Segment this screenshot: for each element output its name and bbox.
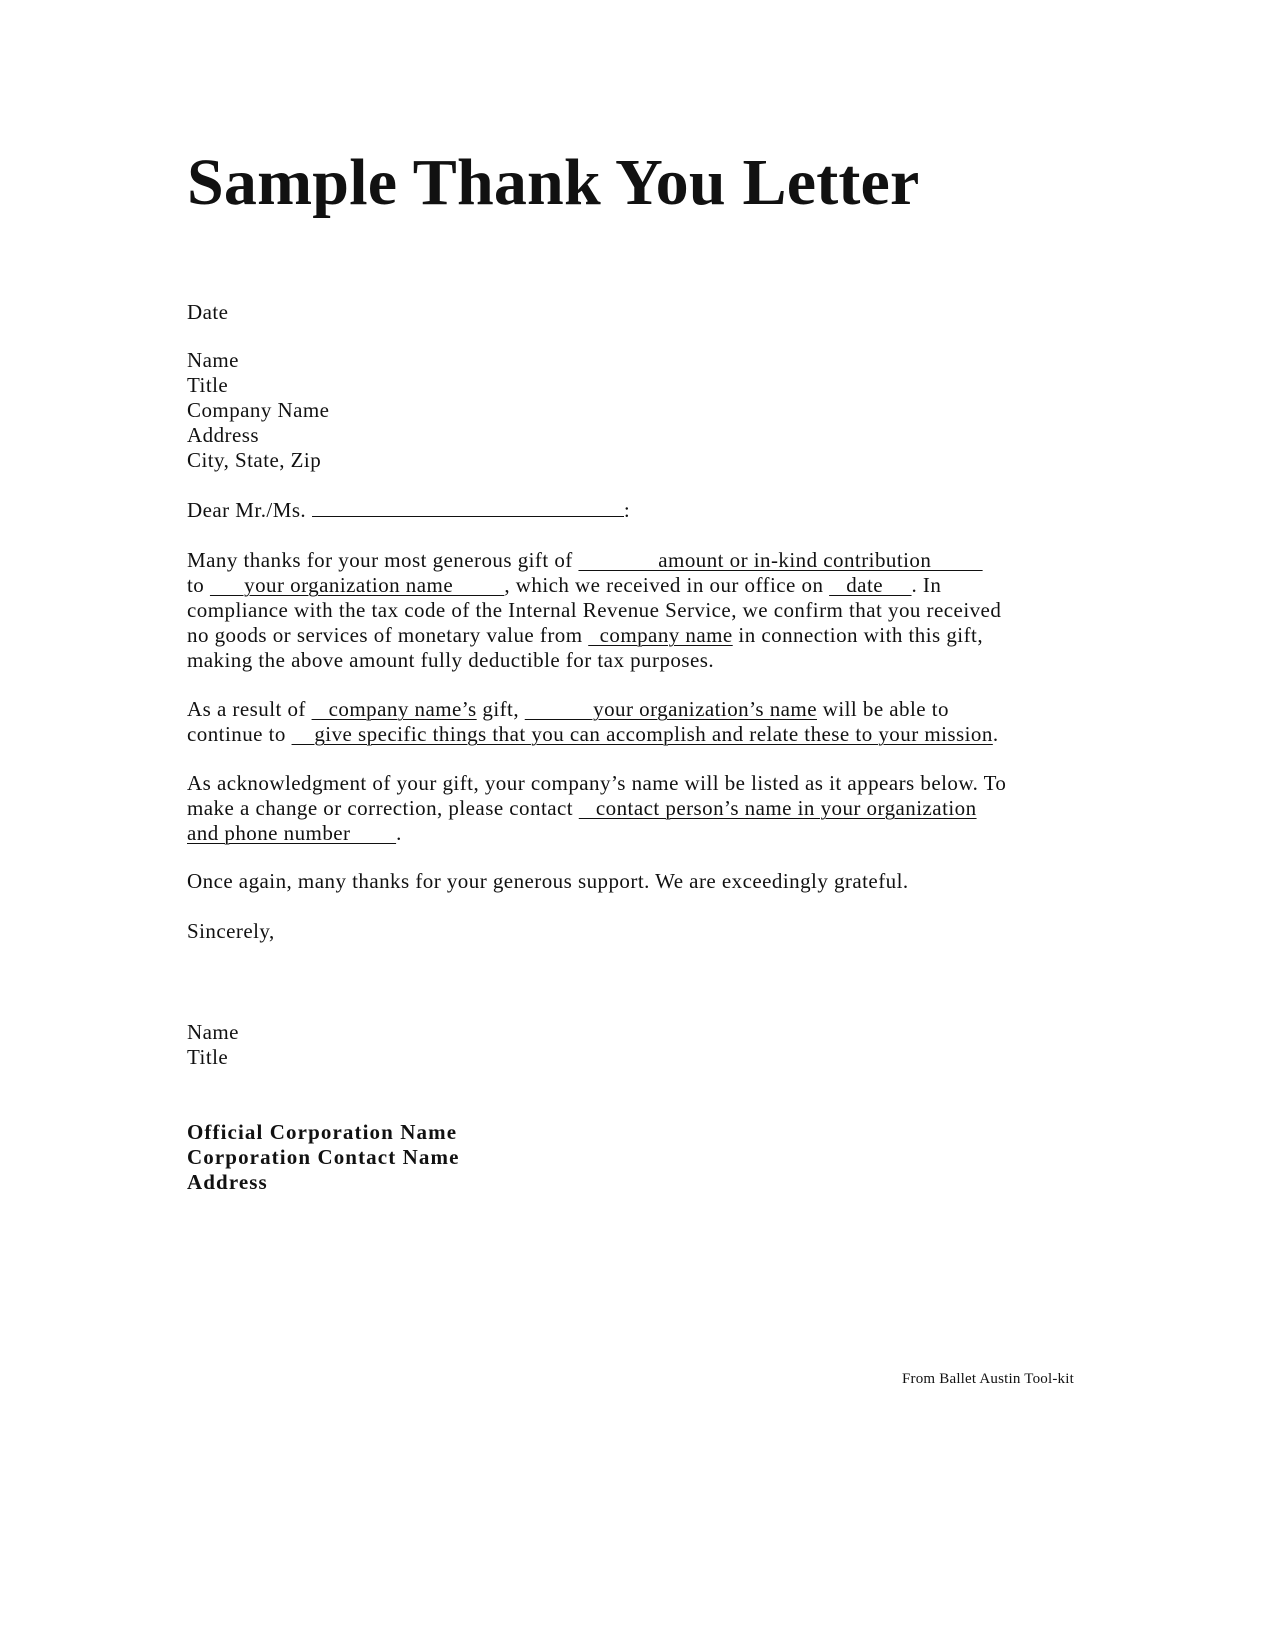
signature-name: Name	[187, 1020, 239, 1044]
paragraph-thanks	[187, 869, 1087, 894]
para1-l4-start: no goods or services of monetary value from	[187, 623, 589, 647]
salutation-prefix: Dear Mr./Ms.	[187, 498, 307, 522]
para1-line3: compliance with the tax code of the Internal Revenue Service, we confirm that you received	[187, 598, 1002, 622]
salutation	[187, 498, 1087, 523]
para2-end: will be able to	[817, 697, 950, 721]
signature-title: Title	[187, 1045, 229, 1069]
para3-l2-start: make a change or correction, please contact	[187, 796, 579, 820]
contact-person-blank: contact person’s name in your organization	[578, 796, 977, 820]
organization-name-blank: your organization name	[209, 573, 505, 597]
para2-l2-start: continue to	[187, 722, 292, 746]
para2-mid: gift,	[476, 697, 525, 721]
para3-l3-end: .	[396, 821, 402, 845]
closing: Sincerely,	[187, 919, 275, 943]
para4-line: Once again, many thanks for your generous support. We are exceedingly grateful.	[187, 869, 909, 893]
letter-title: Sample Thank You Letter	[187, 146, 920, 219]
date-blank: date	[829, 573, 912, 597]
para1-in: . In	[911, 573, 942, 597]
mission-blank: give specific things that you can accomplish and relate these to your mission	[291, 722, 993, 746]
recipient-company: Company Name	[187, 398, 330, 422]
recipient-title: Title	[187, 373, 229, 397]
corporation-block	[187, 1120, 1087, 1195]
phone-number-blank: and phone number	[187, 821, 397, 845]
para3-line1: As acknowledgment of your gift, your company’s name will be listed as it appears below. To	[187, 771, 1007, 795]
recipient-city-state-zip: City, State, Zip	[187, 448, 322, 472]
date-block	[187, 300, 1087, 325]
para1-l4-end: in connection with this gift,	[732, 623, 984, 647]
para1-to: to	[187, 573, 210, 597]
closing-block	[187, 919, 1087, 944]
company-possessive-blank: company name’s	[311, 697, 477, 721]
source-footer: From Ballet Austin Tool-kit	[902, 1371, 1074, 1387]
corporation-address: Address	[187, 1170, 268, 1194]
para2-start: As a result of	[187, 697, 312, 721]
para1-mid: , which we received in our office on	[504, 573, 830, 597]
signature-block	[187, 1020, 1087, 1070]
paragraph-gift	[187, 548, 1087, 673]
corporation-contact-name: Corporation Contact Name	[187, 1145, 460, 1169]
recipient-name: Name	[187, 348, 239, 372]
recipient-address: Address	[187, 423, 259, 447]
paragraph-result	[187, 697, 1087, 747]
company-name-blank: company name	[588, 623, 733, 647]
organization-possessive-blank: your organization’s name	[524, 697, 817, 721]
gift-amount-blank: amount or in-kind contribution	[578, 548, 983, 572]
salutation-suffix: :	[623, 498, 631, 522]
para2-l2-end: .	[992, 722, 999, 746]
date-label: Date	[187, 300, 229, 324]
paragraph-acknowledgment	[187, 771, 1087, 846]
corporation-official-name: Official Corporation Name	[187, 1120, 458, 1144]
para1-text: Many thanks for your most generous gift of	[187, 548, 579, 572]
salutation-name-blank	[312, 499, 624, 517]
para1-line5: making the above amount fully deductible for tax purposes.	[187, 648, 715, 672]
recipient-block	[187, 348, 1087, 473]
